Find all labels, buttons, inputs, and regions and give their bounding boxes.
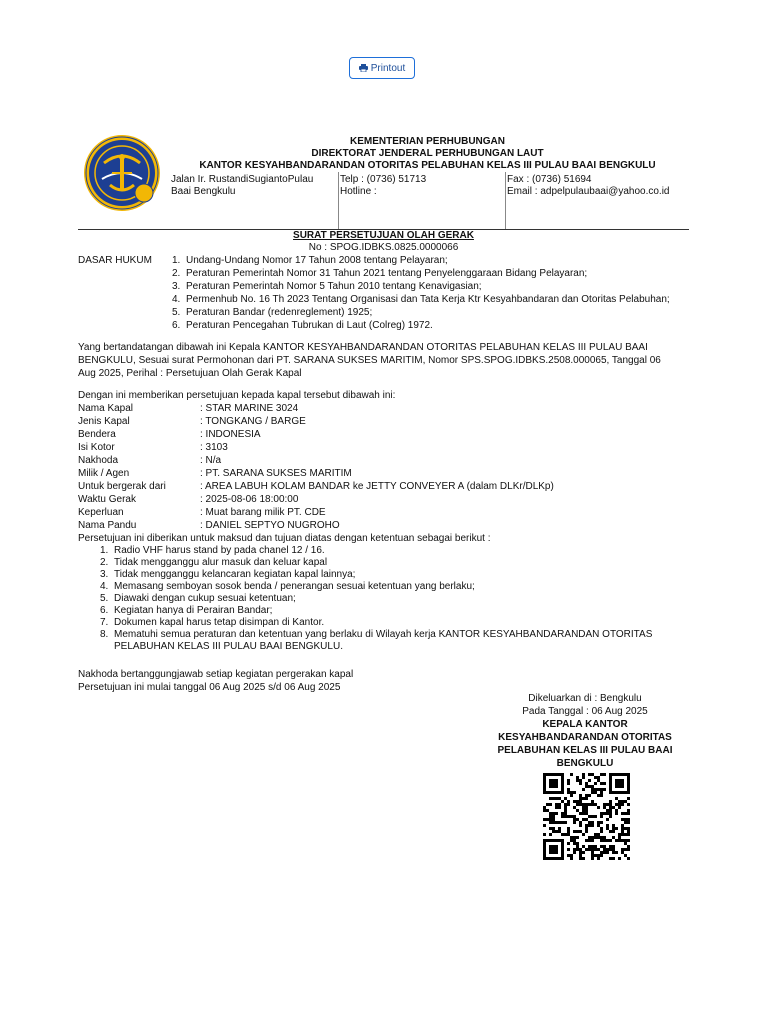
condition-item: 7. Dokumen kapal harus tetap disimpan di Kantor. [100, 617, 325, 628]
hotline: Hotline : [340, 186, 377, 197]
pilot-name-label: Nama Pandu [78, 520, 137, 531]
legal-basis-item: 3. Peraturan Pemerintah Nomor 5 Tahun 2010 tentang Kenavigasian; [172, 281, 482, 292]
signatory-title-4: BENGKULU [556, 758, 614, 769]
condition-item: 3. Tidak mengganggu kelancaran kegiatan kapal lainnya; [100, 569, 356, 580]
signatory-title-3: PELABUHAN KELAS III PULAU BAAI [497, 745, 673, 756]
condition-item: 1. Radio VHF harus stand by pada chanel 12 / 16. [100, 545, 325, 556]
conditions-intro: Persetujuan ini diberikan untuk maksud dan tujuan diatas dengan ketentuan sebagai berikut : [78, 533, 491, 544]
purpose-label: Keperluan [78, 507, 124, 518]
intro-line-1: Yang bertandatangan dibawah ini Kepala KANTOR KESYAHBANDARANDAN OTORITAS PELABUHAN KELAS III PULAU BAAI [78, 342, 648, 353]
printout-label: Printout [370, 62, 406, 74]
closing-responsibility: Nakhoda bertanggungjawab setiap kegiatan pergerakan kapal [78, 669, 354, 680]
address-line-1: Jalan Ir. RustandiSugiantoPulau [171, 174, 314, 185]
fax: Fax : (0736) 51694 [507, 174, 592, 185]
grant-text: Dengan ini memberikan persetujuan kepada kapal tersebut dibawah ini: [78, 390, 396, 401]
header-directorate: DIREKTORAT JENDERAL PERHUBUNGAN LAUT [311, 148, 544, 159]
movement-time-value: : 2025-08-06 18:00:00 [200, 494, 299, 505]
header-ministry: KEMENTERIAN PERHUBUNGAN [349, 136, 505, 147]
gross-tonnage-label: Isi Kotor [78, 442, 115, 453]
email: Email : adpelpulaubaai@yahoo.co.id [507, 186, 670, 197]
qr-code [541, 773, 633, 860]
legal-basis-list [172, 254, 670, 332]
pilot-name-value: : DANIEL SEPTYO NUGROHO [200, 520, 340, 531]
header-divider-2 [505, 172, 506, 229]
condition-item: 8. Mematuhi semua peraturan dan ketentuan yang berlaku di Wilayah kerja KANTOR KESYAHBANDARANDAN OTORITAS [100, 629, 653, 640]
flag-label: Bendera [78, 429, 116, 440]
gross-tonnage-value: : 3103 [200, 442, 228, 453]
signatory-title-2: KESYAHBANDARANDAN OTORITAS [498, 732, 672, 743]
master-value: : N/a [200, 455, 222, 466]
legal-basis-item: 2. Peraturan Pemerintah Nomor 31 Tahun 2021 tentang Penyelenggaraan Bidang Pelayaran; [172, 268, 588, 279]
vessel-type-label: Jenis Kapal [78, 416, 130, 427]
conditions-list [100, 545, 690, 653]
owner-agent-value: : PT. SARANA SUKSES MARITIM [200, 468, 352, 479]
header-divider-1 [338, 172, 339, 229]
issued-date: Pada Tanggal : 06 Aug 2025 [522, 706, 648, 717]
movement-from-value: : AREA LABUH KOLAM BANDAR ke JETTY CONVEYER A (dalam DLKr/DLKp) [200, 481, 554, 492]
intro-line-3: Aug 2025, Perihal : Persetujuan Olah Gerak Kapal [78, 368, 302, 379]
vessel-type-value: : TONGKANG / BARGE [200, 416, 306, 427]
telephone: Telp : (0736) 51713 [340, 174, 427, 185]
printer-icon [359, 64, 368, 72]
movement-time-label: Waktu Gerak [78, 494, 136, 505]
issued-at: Dikeluarkan di : Bengkulu [528, 693, 642, 704]
legal-basis-item: 1. Undang-Undang Nomor 17 Tahun 2008 tentang Pelayaran; [172, 255, 448, 266]
condition-item: 6. Kegiatan hanya di Perairan Bandar; [100, 605, 273, 616]
printout-button[interactable] [349, 57, 415, 79]
legal-basis-item: 5. Peraturan Bandar (redenreglement) 1925; [172, 307, 373, 318]
legal-basis-item: 4. Permenhub No. 16 Th 2023 Tentang Organisasi dan Tata Kerja Ktr Kesyahbandaran dan Otoritas Pelabuhan; [172, 294, 670, 305]
condition-item: 4. Memasang semboyan sosok benda / penerangan sesuai ketentuan yang berlaku; [100, 581, 475, 592]
master-label: Nakhoda [78, 455, 119, 466]
document-title: SURAT PERSETUJUAN OLAH GERAK [293, 230, 474, 241]
legal-basis-item: 6. Peraturan Pencegahan Tubrukan di Laut (Colreg) 1972. [172, 320, 433, 331]
ministry-logo [82, 133, 162, 213]
vessel-name-value: : STAR MARINE 3024 [200, 403, 299, 414]
signatory-title-1: KEPALA KANTOR [542, 719, 628, 730]
document-number: No : SPOG.IDBKS.0825.0000066 [308, 242, 459, 253]
intro-line-2: BENGKULU, Sesuai surat Permohonan dari PT. SARANA SUKSES MARITIM, Nomor SPS.SPOG.IDBKS.2508.000065, Tanggal 06 [78, 355, 661, 366]
condition-item: 5. Diawaki dengan cukup sesuai ketentuan; [100, 593, 296, 604]
condition-item-continuation: PELABUHAN KELAS III PULAU BAAI BENGKULU. [114, 641, 343, 652]
closing-validity: Persetujuan ini mulai tanggal 06 Aug 2025 s/d 06 Aug 2025 [78, 682, 341, 693]
address-line-2: Baai Bengkulu [171, 186, 236, 197]
owner-agent-label: Milik / Agen [78, 468, 130, 479]
legal-basis-label: DASAR HUKUM [78, 255, 152, 266]
condition-item: 2. Tidak mengganggu alur masuk dan keluar kapal [100, 557, 328, 568]
vessel-name-label: Nama Kapal [78, 403, 134, 414]
flag-value: : INDONESIA [200, 429, 261, 440]
movement-from-label: Untuk bergerak dari [78, 481, 166, 492]
purpose-value: : Muat barang milik PT. CDE [200, 507, 326, 518]
header-office: KANTOR KESYAHBANDARANDAN OTORITAS PELABUHAN KELAS III PULAU BAAI BENGKULU [199, 160, 656, 171]
